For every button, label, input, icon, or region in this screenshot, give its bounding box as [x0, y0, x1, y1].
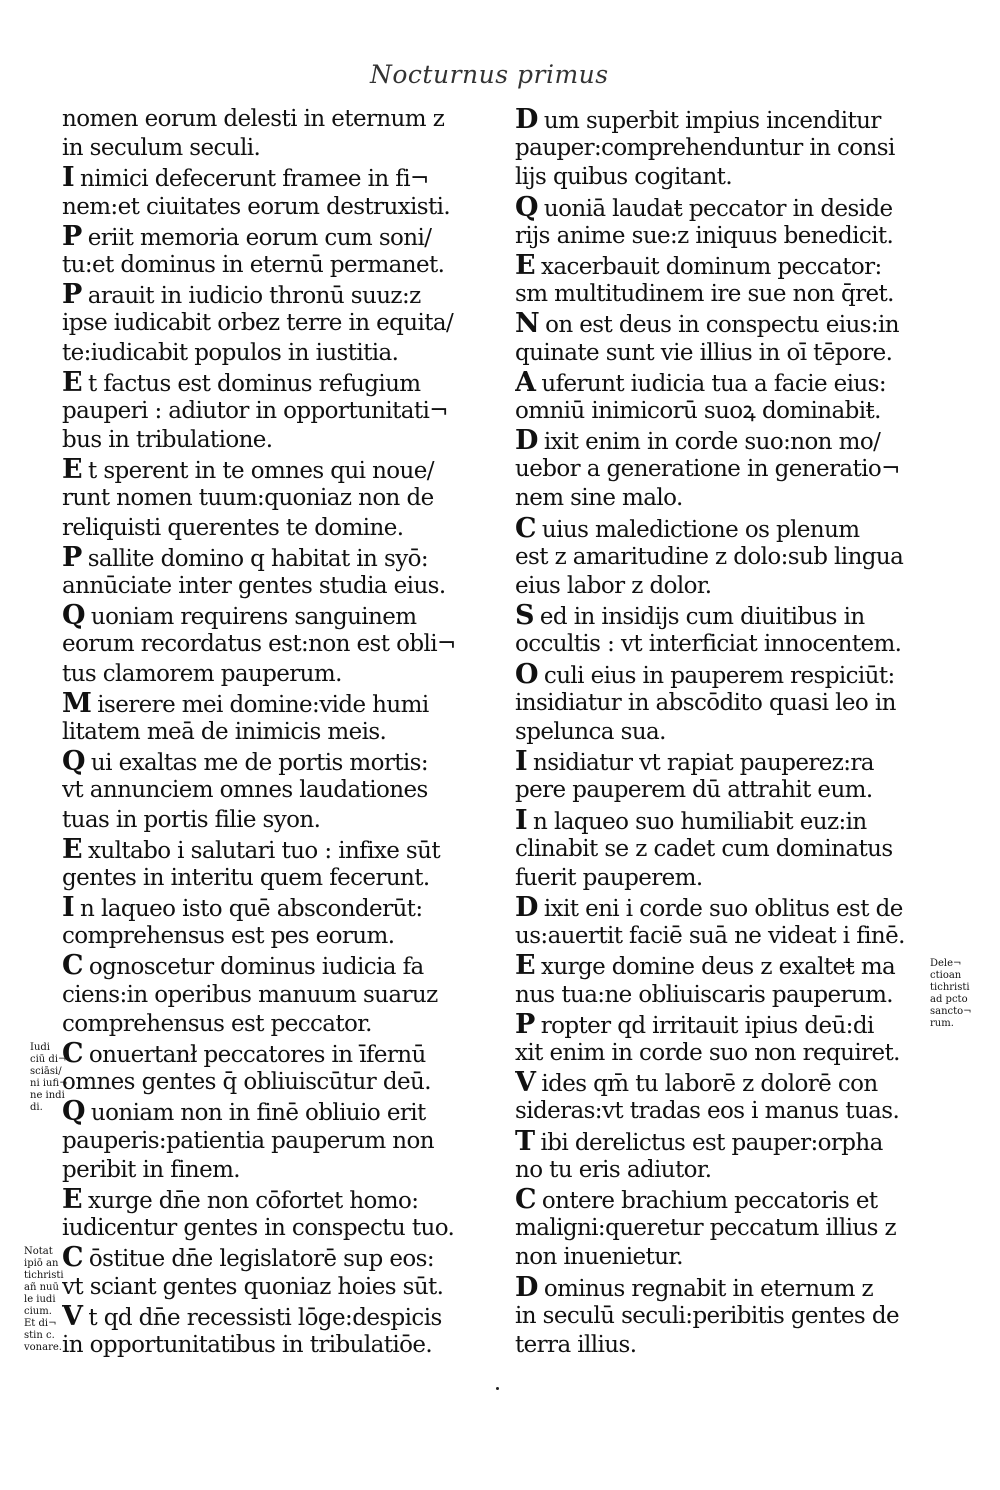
line-text: nem sine malo.	[515, 485, 683, 512]
text-line	[515, 1185, 920, 1214]
line-text: nem:et ciuitates eorum destruxisti.	[62, 193, 451, 220]
line-text: ciens:in operibus manuum suaruz	[62, 981, 438, 1008]
margin-note-line: ad pcto	[930, 994, 968, 1005]
text-line	[515, 484, 920, 513]
text-line	[62, 368, 492, 397]
text-line	[515, 1273, 920, 1302]
verse-initial: P	[62, 221, 82, 251]
text-line	[515, 397, 920, 426]
text-line	[62, 251, 492, 280]
line-text: xurge domine deus z exalteŧ ma	[540, 954, 896, 981]
text-line	[62, 339, 492, 368]
line-text: pere pauperem dū attrahit eum.	[515, 777, 873, 804]
text-line	[62, 193, 492, 222]
text-line	[62, 630, 492, 659]
line-text: est z amaritudine z dolo:sub lingua	[515, 543, 904, 570]
text-line	[62, 397, 492, 426]
line-text: in opportunitatibus in tribulatiōe.	[62, 1331, 433, 1358]
text-line	[62, 1068, 492, 1097]
line-text: uoniā laudaŧ peccator in deside	[543, 195, 893, 222]
line-text: no tu eris adiutor.	[515, 1156, 712, 1183]
line-text: t factus est dominus refugium	[87, 370, 421, 397]
text-line	[62, 893, 492, 922]
text-line	[62, 835, 492, 864]
line-text: us:auertit faciē suā ne videat i finē.	[515, 923, 905, 950]
text-line	[62, 864, 492, 893]
text-line	[515, 1156, 920, 1185]
text-line	[62, 1302, 492, 1331]
verse-initial: C	[62, 1243, 83, 1273]
line-text: quinate sunt vie illius in oī tēpore.	[515, 339, 893, 366]
line-text: xit enim in corde suo non requiret.	[515, 1040, 900, 1066]
text-line	[515, 1127, 920, 1156]
line-text: nimici defecerunt framee in fi¬	[80, 166, 429, 193]
verse-initial: Q	[62, 747, 85, 777]
margin-note-line: ne indi	[30, 1090, 65, 1101]
text-line	[515, 951, 920, 980]
line-text: uoniam requirens sanguinem	[90, 604, 417, 631]
text-line	[515, 660, 920, 689]
margin-note-line: Dele¬	[930, 958, 962, 969]
text-line	[515, 1097, 920, 1126]
verse-initial: D	[515, 105, 538, 135]
margin-note-line: ctioan	[930, 970, 962, 981]
margin-note-line: ni iufi¬	[30, 1078, 68, 1089]
line-text: arauit in iudicio thronū suuz:z	[87, 283, 421, 310]
margin-note-line: di.	[30, 1102, 43, 1113]
text-line	[515, 747, 920, 776]
text-line	[62, 514, 492, 543]
line-text: ropter qd irritauit ipius deū:di	[540, 1012, 874, 1039]
verse-initial: Q	[62, 601, 85, 631]
text-line	[62, 1039, 492, 1068]
line-text: gentes in interitu quem fecerunt.	[62, 864, 430, 891]
text-line	[515, 280, 920, 309]
line-text: maligni:queretur peccatum illius z	[515, 1215, 897, 1242]
line-text: comprehensus est pes eorum.	[62, 923, 395, 950]
text-line	[515, 689, 920, 718]
verse-initial: E	[62, 367, 82, 397]
text-line	[62, 1214, 492, 1243]
verse-initial: I	[62, 893, 75, 923]
line-text: t sperent in te omnes qui noue/	[87, 458, 434, 485]
verse-initial: D	[515, 426, 538, 456]
line-text: culi eius in pauperem respiciūt:	[543, 662, 895, 689]
text-line	[62, 689, 492, 718]
text-line	[62, 747, 492, 776]
margin-note-line: sciāsi/	[30, 1066, 62, 1077]
text-line	[515, 1010, 920, 1039]
margin-note-line: tichristi	[24, 1270, 64, 1281]
verse-initial: V	[515, 1068, 536, 1098]
verse-initial: I	[62, 163, 75, 193]
line-text: iudicentur gentes in conspectu tuo.	[62, 1215, 455, 1242]
line-text: ognoscetur dominus iudicia fa	[88, 954, 424, 981]
text-line	[515, 981, 920, 1010]
line-text: insidiatur in abscōdito quasi leo in	[515, 689, 896, 716]
verse-initial: O	[515, 659, 538, 689]
text-line	[62, 922, 492, 951]
text-line	[62, 660, 492, 689]
text-line	[515, 1214, 920, 1243]
verse-initial: E	[62, 1184, 82, 1215]
margin-note-line: vonare.	[24, 1342, 62, 1353]
margin-note-line: le iudi	[24, 1294, 56, 1305]
ink-speck	[496, 1387, 499, 1390]
text-line	[62, 601, 492, 630]
verse-initial: P	[62, 280, 82, 310]
line-text: sallite domino q habitat in syō:	[87, 545, 428, 572]
text-line	[62, 163, 492, 192]
line-text: t qd dn̄e recessisti lōge:despicis	[88, 1304, 442, 1331]
text-line	[515, 806, 920, 835]
line-text: xurge dn̄e non cōfortet homo:	[87, 1187, 419, 1214]
line-text: in seculū seculi:peribitis gentes de	[515, 1302, 899, 1329]
text-line	[515, 1039, 920, 1068]
text-line	[515, 1331, 920, 1360]
line-text: bus in tribulatione.	[62, 427, 273, 454]
line-text: pauperis:patientia pauperum non	[62, 1127, 434, 1154]
text-line	[515, 835, 920, 864]
verse-initial: M	[62, 688, 92, 718]
text-line	[515, 776, 920, 805]
verse-initial: P	[62, 542, 82, 572]
line-text: n laqueo isto quē absconderūt:	[80, 896, 423, 923]
text-line	[515, 134, 920, 163]
line-text: pauper:comprehenduntur in consi	[515, 135, 895, 162]
line-text: ipse iudicabit orbez terre in equita/	[62, 310, 454, 337]
verse-initial: I	[515, 805, 528, 835]
line-text: eius labor z dolor.	[515, 573, 712, 599]
verse-initial: Q	[62, 1097, 85, 1127]
text-line	[62, 1156, 492, 1185]
margin-note-line: tichristi	[930, 982, 970, 993]
right-column	[515, 105, 920, 1360]
text-line	[515, 163, 920, 192]
text-line	[62, 280, 492, 309]
verse-initial: P	[515, 1009, 535, 1039]
line-text: sideras:vt tradas eos i manus tuas.	[515, 1098, 900, 1125]
text-line	[62, 1273, 492, 1302]
line-text: omniū inimicorū suoꝝ dominabiŧ.	[515, 397, 881, 424]
verse-initial: E	[62, 455, 82, 485]
verse-initial: D	[515, 1272, 538, 1302]
line-text: tu:et dominus in eternū permanet.	[62, 251, 445, 278]
line-text: tuas in portis filie syon.	[62, 806, 321, 833]
text-line	[62, 981, 492, 1010]
text-line	[515, 718, 920, 747]
text-line	[515, 251, 920, 280]
text-line	[62, 806, 492, 835]
verse-initial: I	[515, 747, 528, 777]
margin-note-delectio	[930, 958, 972, 1030]
line-text: nsidiatur vt rapiat pauperez:ra	[533, 750, 874, 777]
text-line	[515, 1243, 920, 1272]
verse-initial: C	[515, 1184, 536, 1215]
margin-note-judgement	[30, 1042, 68, 1114]
text-line	[62, 134, 492, 163]
line-text: fuerit pauperem.	[515, 864, 703, 891]
line-text: ontere brachium peccatoris et	[541, 1187, 878, 1214]
text-line	[515, 368, 920, 397]
line-text: xultabo i salutari tuo : infixe sūt	[87, 837, 440, 864]
verse-initial: E	[62, 834, 82, 864]
verse-initial: C	[62, 951, 83, 981]
line-text: uferunt iudicia tua a facie eius:	[541, 370, 886, 397]
line-text: ixit enim in corde suo:non mo/	[543, 429, 881, 456]
line-text: comprehensus est peccator.	[62, 1010, 372, 1037]
text-line	[62, 1185, 492, 1214]
verse-initial: E	[515, 250, 535, 281]
verse-initial: D	[515, 893, 538, 923]
verse-initial: T	[515, 1126, 535, 1156]
margin-note-line: cium.	[24, 1306, 52, 1317]
margin-note-line: ipiō an	[24, 1258, 59, 1269]
verse-initial: V	[62, 1301, 83, 1331]
text-line	[62, 1127, 492, 1156]
line-text: te:iudicabit populos in iustitia.	[62, 339, 399, 366]
left-column	[62, 105, 492, 1360]
line-text: rijs anime sue:z iniquus benedicit.	[515, 222, 894, 249]
line-text: runt nomen tuum:quoniaz non de	[62, 485, 434, 512]
text-line	[62, 455, 492, 484]
text-line	[62, 426, 492, 455]
line-text: on est deus in conspectu eius:in	[545, 312, 900, 339]
line-text: tus clamorem pauperum.	[62, 660, 342, 687]
line-text: um superbit impius incenditur	[543, 108, 881, 134]
margin-note-line: Iudi	[30, 1042, 50, 1053]
line-text: terra illius.	[515, 1331, 637, 1358]
text-line	[515, 893, 920, 922]
text-line	[62, 105, 492, 134]
line-text: xacerbauit dominum peccator:	[540, 253, 882, 280]
text-line	[515, 922, 920, 951]
text-line	[62, 309, 492, 338]
margin-note-line: Et di¬	[24, 1318, 57, 1329]
text-line	[62, 1097, 492, 1126]
line-text: ed in insidijs cum diuitibus in	[539, 604, 865, 631]
line-text: ominus regnabit in eternum z	[543, 1275, 874, 1302]
text-line	[515, 426, 920, 455]
margin-note-line: añ nuū	[24, 1282, 59, 1293]
text-line	[62, 572, 492, 601]
running-head: Nocturnus primus	[370, 60, 609, 89]
text-line	[515, 1068, 920, 1097]
text-line	[62, 1331, 492, 1360]
verse-initial: C	[62, 1039, 83, 1069]
text-line	[515, 864, 920, 893]
text-line	[515, 514, 920, 543]
text-line	[515, 601, 920, 630]
margin-note-antichrist	[24, 1246, 64, 1354]
line-text: iserere mei domine:vide humi	[97, 691, 429, 718]
line-text: ui exaltas me de portis mortis:	[90, 750, 428, 777]
text-line	[62, 951, 492, 980]
line-text: eriit memoria eorum cum soni/	[87, 224, 432, 251]
margin-note-line: stin c.	[24, 1330, 55, 1341]
verse-initial: S	[515, 601, 534, 631]
line-text: ibi derelictus est pauper:orpha	[540, 1129, 883, 1156]
line-text: vt sciant gentes quoniaz hoies sūt.	[62, 1273, 444, 1300]
line-text: uoniam non in finē obliuio erit	[90, 1100, 426, 1127]
line-text: ōstitue dn̄e legislatorē sup eos:	[88, 1246, 434, 1273]
text-line	[62, 718, 492, 747]
line-text: spelunca sua.	[515, 718, 666, 745]
line-text: in seculum seculi.	[62, 135, 261, 162]
text-line	[515, 543, 920, 572]
line-text: ixit eni i corde suo oblitus est de	[543, 896, 903, 923]
line-text: nomen eorum delesti in eternum z	[62, 106, 445, 132]
verse-initial: Q	[515, 192, 538, 222]
line-text: uebor a generatione in generatio¬	[515, 456, 900, 483]
text-line	[62, 1010, 492, 1039]
line-text: onuertanł peccatores in īfernū	[88, 1042, 426, 1068]
text-line	[515, 309, 920, 338]
line-text: eorum recordatus est:non est obli¬	[62, 631, 456, 658]
verse-initial: C	[515, 513, 536, 543]
text-line	[62, 1243, 492, 1272]
text-line	[62, 543, 492, 572]
verse-initial: A	[515, 367, 536, 397]
text-line	[515, 572, 920, 601]
line-text: nus tua:ne obliuiscaris pauperum.	[515, 981, 894, 1008]
line-text: uius maledictione os plenum	[541, 516, 860, 543]
line-text: occultis : vt interficiat innocentem.	[515, 631, 902, 658]
line-text: vt annunciem omnes laudationes	[62, 777, 428, 804]
line-text: clinabit se z cadet cum dominatus	[515, 835, 893, 862]
line-text: reliquisti querentes te domine.	[62, 514, 404, 541]
line-text: non inuenietur.	[515, 1244, 683, 1271]
line-text: sm multitudinem ire sue non q̄ret.	[515, 281, 894, 308]
margin-note-line: rum.	[930, 1018, 954, 1029]
margin-note-line: ciū di¬	[30, 1054, 67, 1065]
text-line	[62, 484, 492, 513]
margin-note-line: sancto¬	[930, 1006, 972, 1017]
verse-initial: E	[515, 951, 535, 981]
text-line	[515, 1302, 920, 1331]
text-line	[515, 455, 920, 484]
text-line	[62, 776, 492, 805]
text-line	[515, 105, 920, 134]
text-line	[515, 193, 920, 222]
line-text: peribit in finem.	[62, 1156, 241, 1183]
text-line	[515, 630, 920, 659]
line-text: annūciate inter gentes studia eius.	[62, 573, 446, 599]
line-text: n laqueo suo humiliabit euz:in	[533, 808, 867, 835]
margin-note-line: Notat	[24, 1246, 53, 1257]
text-line	[515, 339, 920, 368]
line-text: ides qm̄ tu laborē z dolorē con	[541, 1071, 878, 1098]
text-line	[515, 222, 920, 251]
line-text: litatem meā de inimicis meis.	[62, 718, 387, 745]
verse-initial: N	[515, 309, 540, 339]
line-text: lijs quibus cogitant.	[515, 164, 733, 191]
line-text: omnes gentes q̄ obliuiscūtur deū.	[62, 1069, 431, 1096]
text-line	[62, 222, 492, 251]
line-text: pauperi : adiutor in opportunitati¬	[62, 397, 448, 424]
